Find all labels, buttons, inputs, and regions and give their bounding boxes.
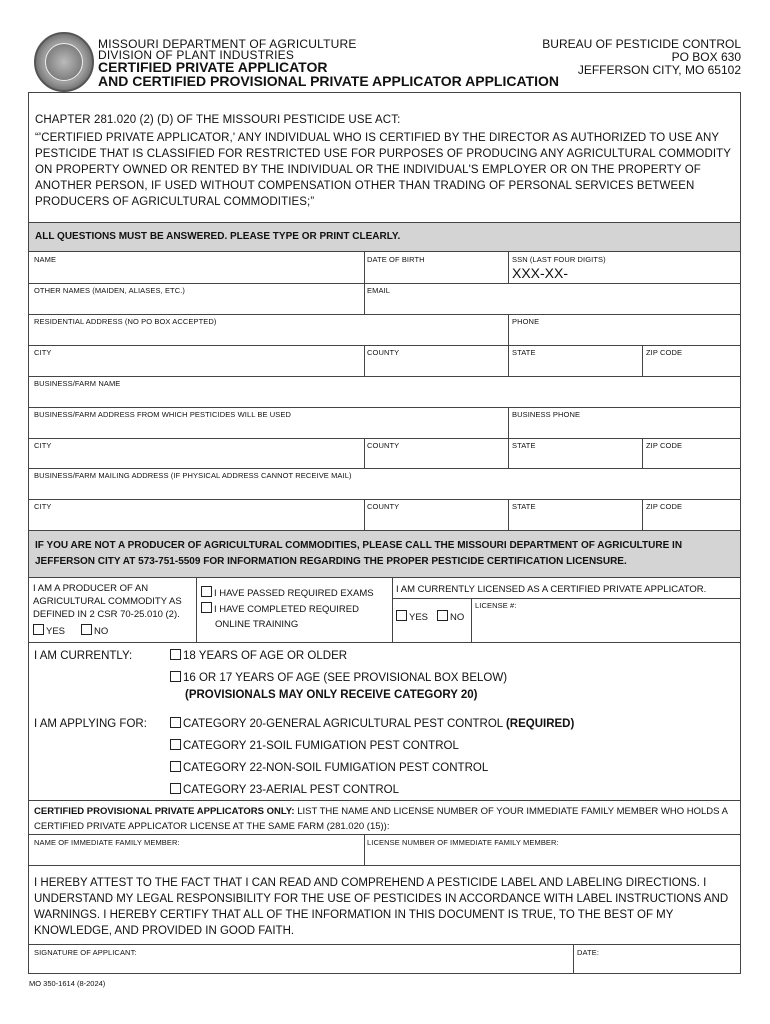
producer-no-checkbox[interactable] — [81, 624, 92, 635]
category-21-option[interactable]: CATEGORY 21-SOIL FUMIGATION PEST CONTROL — [170, 739, 459, 753]
category-22-option[interactable]: CATEGORY 22-NON-SOIL FUMIGATION PEST CONTROL — [170, 761, 488, 775]
mailing-state-label: STATE — [512, 502, 536, 511]
passed-exams-checkbox[interactable] — [201, 586, 212, 597]
attestation-text: I HEREBY ATTEST TO THE FACT THAT I CAN READ AND COMPREHEND A PESTICIDE LABEL AND LABELING DIRECTIONS. I UNDERSTAND MY LEGAL RESPONSIBILITY FOR THE USE OF PESTICIDES IN ACCORDANCE WITH LABEL INSTRUCTIONS AND WARNINGS. I HEREBY CERTIFY THAT ALL OF THE INFORMATION IN THIS DOCUMENT IS TRUE, TO THE BEST OF MY KNOWLEDGE, AND PROVIDED IN GOOD FAITH. — [34, 877, 729, 937]
family-member-name-label: NAME OF IMMEDIATE FAMILY MEMBER: — [34, 838, 180, 847]
online-training-label: ONLINE TRAINING — [215, 619, 299, 630]
age-18-checkbox[interactable] — [170, 649, 181, 660]
category-23-checkbox[interactable] — [170, 783, 181, 794]
category-20-option[interactable]: CATEGORY 20-GENERAL AGRICULTURAL PEST CONTROL (REQUIRED) — [170, 717, 574, 731]
category-23-option[interactable]: CATEGORY 23-AERIAL PEST CONTROL — [170, 783, 399, 797]
form-title-line2: AND CERTIFIED PROVISIONAL PRIVATE APPLICATOR APPLICATION — [98, 73, 559, 89]
category-21-checkbox[interactable] — [170, 739, 181, 750]
county-label: COUNTY — [367, 348, 400, 357]
age-16-17-checkbox[interactable] — [170, 671, 181, 682]
producer-no-option[interactable]: NO — [81, 624, 108, 638]
email-label: EMAIL — [367, 286, 391, 295]
producer-yes-checkbox[interactable] — [33, 624, 44, 635]
licensed-yes-option[interactable]: YES — [396, 610, 428, 624]
licensed-no-checkbox[interactable] — [437, 610, 448, 621]
business-county-label: COUNTY — [367, 441, 400, 450]
department-seal — [34, 32, 94, 92]
chapter-definition: “'CERTIFIED PRIVATE APPLICATOR,' ANY INDIVIDUAL WHO IS CERTIFIED BY THE DIRECTOR AS AUTHORIZED TO USE ANY PESTICIDE THAT IS CLASSIFIED FOR RESTRICTED USE FOR PURPOSES OF PRODUCING ANY AGRICULTURAL COMMODITY ON PROPERTY OWNED OR RENTED BY THE INDIVIDUAL OR THE INDIVIDUAL'S EMPLOYER OR ON THE PROPERTY OF ANOTHER PERSON, IF USED WITHOUT COMPENSATION OTHER THAN TRADING OF PERSONAL SERVICES BETWEEN PRODUCERS OF AGRICULTURAL COMMODITIES;” — [35, 132, 731, 208]
form-id: MO 350-1614 (8-2024) — [29, 979, 106, 988]
business-address-label: BUSINESS/FARM ADDRESS FROM WHICH PESTICIDES WILL BE USED — [34, 410, 292, 419]
residential-address-label: RESIDENTIAL ADDRESS (NO PO BOX ACCEPTED) — [34, 317, 217, 326]
po-box: PO BOX 630 — [671, 50, 741, 64]
division-name: DIVISION OF PLANT INDUSTRIES — [98, 48, 295, 62]
bureau-city: JEFFERSON CITY, MO 65102 — [577, 63, 741, 77]
state-label: STATE — [512, 348, 536, 357]
passed-exams-option[interactable]: I HAVE PASSED REQUIRED EXAMS — [201, 586, 374, 600]
notice-text: IF YOU ARE NOT A PRODUCER OF AGRICULTURAL COMMODITIES, PLEASE CALL THE MISSOURI DEPARTMENT OF AGRICULTURE IN JEFFERSON CITY AT 573-751-5509 FOR INFORMATION REGARDING THE PROPER PESTICIDE CERTIFICATION LICENSURE. — [35, 540, 683, 567]
category-22-checkbox[interactable] — [170, 761, 181, 772]
mailing-city-label: CITY — [34, 502, 52, 511]
provisional-instructions: CERTIFIED PROVISIONAL PRIVATE APPLICATORS ONLY: LIST THE NAME AND LICENSE NUMBER OF YOUR IMMEDIATE FAMILY MEMBER WHO HOLDS A CERTIFIED PRIVATE APPLICATOR LICENSE AT THE SAME FARM (281.020 (15)): — [34, 806, 728, 832]
instructions-text: ALL QUESTIONS MUST BE ANSWERED. PLEASE TYPE OR PRINT CLEARLY. — [35, 231, 401, 242]
department-name: MISSOURI DEPARTMENT OF AGRICULTURE — [98, 37, 357, 51]
provisional-note: (PROVISIONALS MAY ONLY RECEIVE CATEGORY 20) — [185, 689, 478, 701]
applying-label: I AM APPLYING FOR: — [34, 718, 147, 730]
mailing-address-label: BUSINESS/FARM MAILING ADDRESS (IF PHYSICAL ADDRESS CANNOT RECEIVE MAIL) — [34, 471, 352, 480]
ssn-prefix[interactable]: XXX-XX- — [512, 265, 569, 281]
business-state-label: STATE — [512, 441, 536, 450]
producer-question: I AM A PRODUCER OF AN AGRICULTURAL COMMODITY AS DEFINED IN 2 CSR 70-25.010 (2). — [33, 583, 182, 620]
age-16-17-option[interactable]: 16 OR 17 YEARS OF AGE (SEE PROVISIONAL BOX BELOW) — [170, 671, 507, 685]
mailing-zip-label: ZIP CODE — [646, 502, 683, 511]
completed-training-checkbox[interactable] — [201, 602, 212, 613]
licensed-question: I AM CURRENTLY LICENSED AS A CERTIFIED PRIVATE APPLICATOR. — [396, 584, 707, 595]
business-zip-label: ZIP CODE — [646, 441, 683, 450]
category-20-checkbox[interactable] — [170, 717, 181, 728]
mailing-county-label: COUNTY — [367, 502, 400, 511]
age-18-option[interactable]: 18 YEARS OF AGE OR OLDER — [170, 649, 347, 663]
producer-yes-option[interactable]: YES — [33, 624, 65, 638]
ssn-label: SSN (LAST FOUR DIGITS) — [512, 255, 606, 264]
city-label: CITY — [34, 348, 52, 357]
business-name-label: BUSINESS/FARM NAME — [34, 379, 121, 388]
signature-label: SIGNATURE OF APPLICANT: — [34, 948, 137, 957]
licensed-no-option[interactable]: NO — [437, 610, 464, 624]
date-label: DATE: — [577, 948, 600, 957]
bureau-name: BUREAU OF PESTICIDE CONTROL — [542, 37, 741, 51]
name-label: NAME — [34, 255, 57, 264]
phone-label: PHONE — [512, 317, 540, 326]
form-title-line1: CERTIFIED PRIVATE APPLICATOR — [98, 59, 328, 75]
other-names-label: OTHER NAMES (MAIDEN, ALIASES, ETC.) — [34, 286, 186, 295]
dob-label: DATE OF BIRTH — [367, 255, 425, 264]
completed-training-option[interactable]: I HAVE COMPLETED REQUIRED — [201, 602, 359, 616]
license-number-label: LICENSE #: — [475, 601, 517, 610]
chapter-heading: CHAPTER 281.020 (2) (D) OF THE MISSOURI PESTICIDE USE ACT: — [35, 114, 401, 126]
business-city-label: CITY — [34, 441, 52, 450]
age-label: I AM CURRENTLY: — [34, 650, 133, 662]
business-phone-label: BUSINESS PHONE — [512, 410, 581, 419]
zip-label: ZIP CODE — [646, 348, 683, 357]
family-member-license-label: LICENSE NUMBER OF IMMEDIATE FAMILY MEMBER: — [367, 838, 559, 847]
licensed-yes-checkbox[interactable] — [396, 610, 407, 621]
